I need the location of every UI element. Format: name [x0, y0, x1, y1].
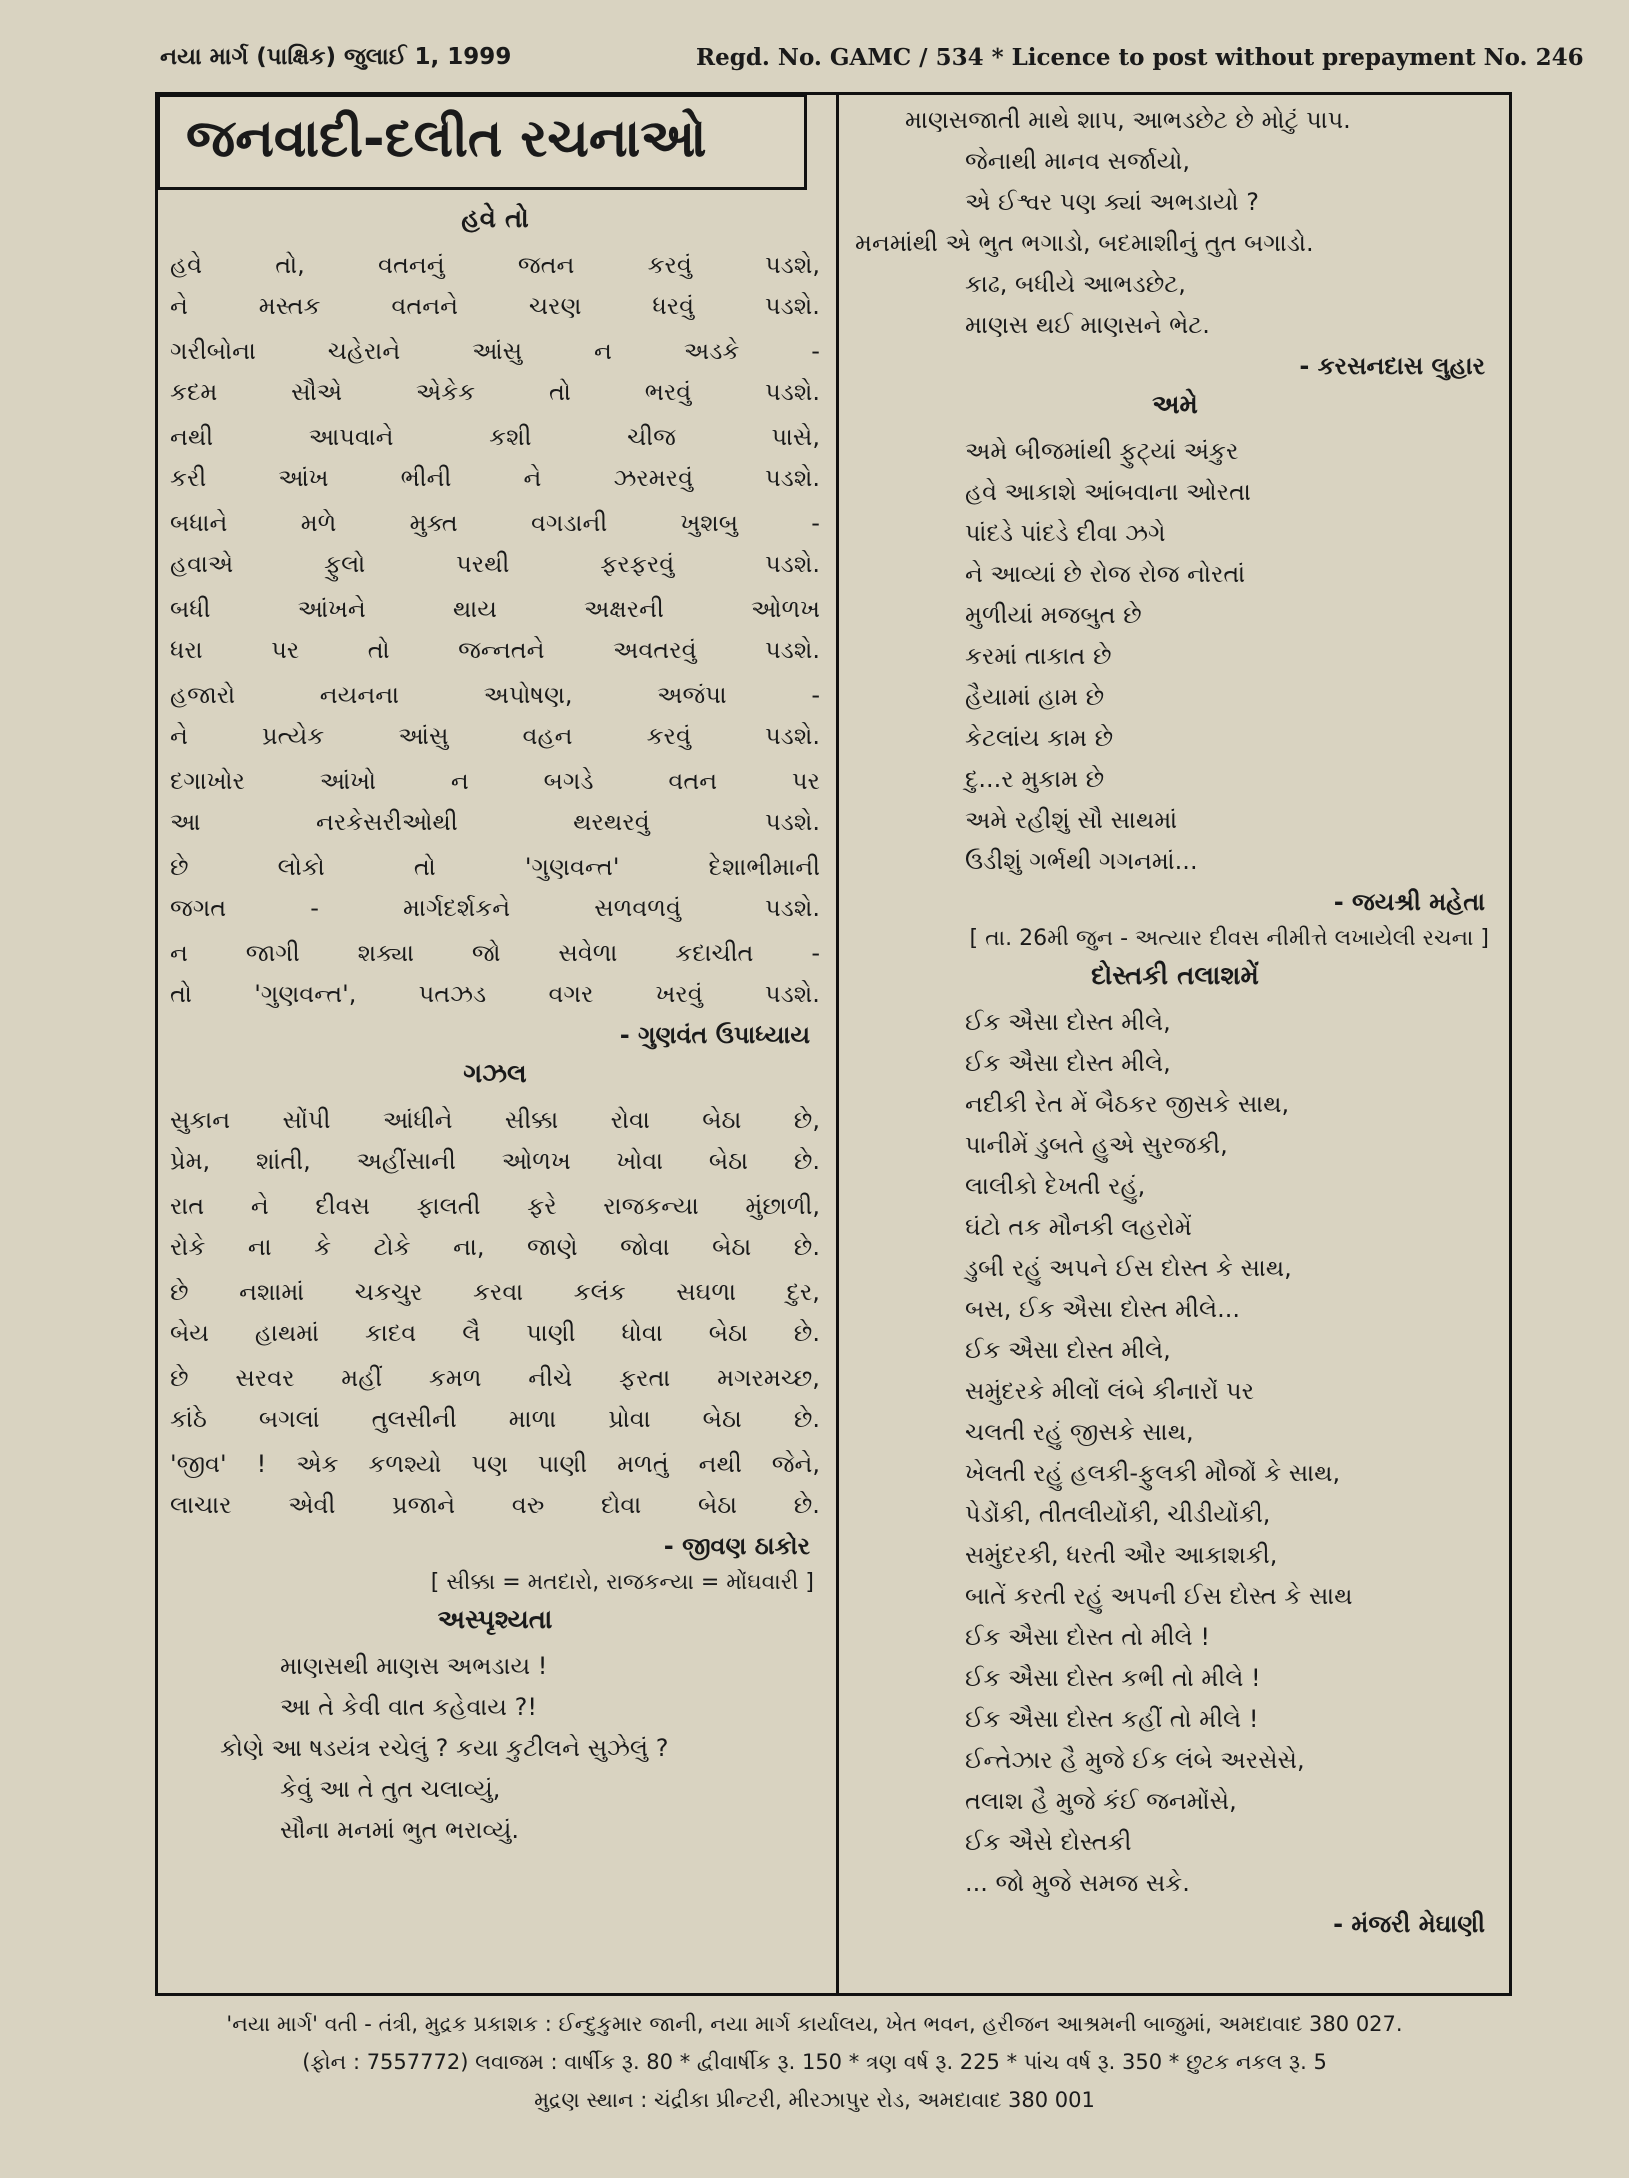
poem-line: કરમાં તાકાત છે	[965, 642, 1112, 670]
poem-author: - ગુણવંત ઉપાધ્યાય	[619, 1021, 810, 1049]
poem-body	[170, 1646, 820, 1851]
poem-line: સમુંદરકે મીલોં લંબે કીનારોં પર	[965, 1377, 1254, 1405]
poem-note: [ સીક્કા = મતદારો, રાજકન્યા = મોંઘવારી ]	[430, 1570, 814, 1595]
poem-author: - જયશ્રી મહેતા	[1333, 888, 1485, 916]
poem-line: ઘંટો તક મૌનકી લહરોમેં	[965, 1213, 1192, 1241]
poem-line: તો 'ગુણવન્ત', પતઝડ વગર ખરવું પડશે.	[170, 980, 820, 1008]
poem-line: હવે આકાશે આંબવાના ઓરતા	[965, 478, 1251, 506]
poem-line: હૈયામાં હામ છે	[965, 683, 1105, 711]
poem-line: કેવું આ તે તુત ચલાવ્યું,	[280, 1775, 501, 1803]
poem-author: - મંજરી મેઘાણી	[1333, 1910, 1485, 1938]
poem-body	[855, 431, 1495, 882]
footer-subscription: (ફોન : 7557772) લવાજમ : વાર્ષીક રૂ. 80 * દ્વીવાર્ષીક રૂ. 150 * ત્રણ વર્ષ રૂ. 225 * પાંચ વર્ષ રૂ. 350 * છુટક નકલ રૂ. 5	[302, 2050, 1327, 2074]
poem-line: ઈન્તેઝાર હૈ મુજે ઈક લંબે અરસેસે,	[965, 1746, 1305, 1774]
poem-line: ઈક ઐસે દોસ્તકી	[965, 1828, 1132, 1856]
poem-line: કેટલાંય કામ છે	[965, 724, 1114, 752]
poem-line: ગરીબોના ચહેરાને આંસુ ન અડકે -	[170, 337, 820, 365]
poem-line: ઈક ઐસા દોસ્ત મીલે,	[965, 1336, 1171, 1364]
poem-line: કાઢ, બધીયે આભડછેટ,	[965, 270, 1186, 298]
poem-line: લાલીકો દેખતી રહું,	[965, 1172, 1146, 1200]
poem-line: અમે બીજમાંથી ફુટ્યાં અંકુર	[965, 437, 1239, 465]
poem-title: દોસ્તકી તલાશમેં	[1091, 961, 1259, 991]
poem-line: આ નરકેસરીઓથી થરથરવું પડશે.	[170, 808, 820, 836]
poem-body	[855, 100, 1495, 346]
title-box	[157, 94, 807, 190]
poem-title: ગઝલ	[463, 1059, 527, 1089]
poem-line: નથી આપવાને કશી ચીજ પાસે,	[170, 423, 820, 451]
poem-line: બેય હાથમાં કાદવ લૈ પાણી ધોવા બેઠા છે.	[170, 1319, 820, 1347]
poem-line: અમે રહીશું સૌ સાથમાં	[965, 806, 1178, 834]
poem-line: પેડોંકી, તીતલીયોંકી, ચીડીયોંકી,	[965, 1500, 1271, 1528]
poem-line: માણસ થઈ માણસને ભેટ.	[965, 311, 1210, 339]
poem-line: ન જાગી શક્યા જો સવેળા કદાચીત -	[170, 939, 820, 967]
poem-line: 'જીવ' ! એક કળશ્યો પણ પાણી મળતું નથી જેને,	[170, 1450, 820, 1478]
right-column	[855, 100, 1495, 1948]
poem-line: છે નશામાં ચકચુર કરવા કલંક સઘળા દુર,	[170, 1278, 820, 1306]
poem-line: પાંદડે પાંદડે દીવા ઝગે	[965, 519, 1166, 547]
poem-line: સુકાન સોંપી આંધીને સીક્કા રોવા બેઠા છે,	[170, 1106, 820, 1134]
poem-body	[170, 1100, 820, 1526]
poem-line: એ ઈશ્વર પણ ક્યાં અભડાયો ?	[965, 188, 1260, 216]
poem-line: બાતેં કરતી રહું અપની ઈસ દોસ્ત કે સાથ	[965, 1582, 1353, 1610]
left-column	[170, 198, 820, 1851]
footer-publisher: 'નયા માર્ગ' વતી - તંત્રી, મુદ્રક પ્રકાશક : ઈન્દુકુમાર જાની, નયા માર્ગ કાર્યાલય, ખેત ભવન, હરીજન આશ્રમની બાજુમાં, અમદાવાદ 380 027.	[226, 2012, 1403, 2036]
poem-line: ખેલતી રહું હલકી-ફુલકી મૌજોં કે સાથ,	[965, 1459, 1341, 1487]
poem-line: ને આવ્યાં છે રોજ રોજ નોરતાં	[965, 560, 1246, 588]
poem-line: ને પ્રત્યેક આંસુ વહન કરવું પડશે.	[170, 722, 820, 750]
header-registration: Regd. No. GAMC / 534 * Licence to post without prepayment No. 246	[696, 44, 1584, 71]
header-date: નયા માર્ગ (પાક્ષિક) જુલાઈ 1, 1999	[160, 44, 512, 70]
poem-line: ડુબી રહું અપને ઈસ દોસ્ત કે સાથ,	[965, 1254, 1292, 1282]
poem-body	[170, 245, 820, 1015]
poem-line: ઉડીશું ગર્ભથી ગગનમાં...	[965, 847, 1198, 875]
poem-line: ધરા પર તો જન્નતને અવતરવું પડશે.	[170, 636, 820, 664]
poem-line: દુ...ર મુકામ છે	[965, 765, 1105, 793]
poem-line: માણસજાતી માથે શાપ, આભડછેટ છે મોટું પાપ.	[905, 106, 1351, 134]
poem-line: રાત ને દીવસ ફાલતી ફરે રાજકન્યા મુંછાળી,	[170, 1192, 820, 1220]
poem-title: અસ્પૃશ્યતા	[437, 1605, 553, 1635]
poem-line: બધી આંખને થાય અક્ષરની ઓળખ	[170, 595, 820, 623]
poem-line: તલાશ હૈ મુજે કંઈ જનમોંસે,	[965, 1787, 1237, 1815]
poem-line: મુળીયાં મજબુત છે	[965, 601, 1142, 629]
poem-line: છે સરવર મહીં કમળ નીચે ફરતા મગરમચ્છ,	[170, 1364, 820, 1392]
poem-line: લાચાર એવી પ્રજાને વરુ દોવા બેઠા છે.	[170, 1491, 820, 1519]
poem-line: કાંઠે બગલાં તુલસીની માળા પ્રોવા બેઠા છે.	[170, 1405, 820, 1433]
poem-line: પાનીમેં ડુબતે હુએ સુરજકી,	[965, 1131, 1228, 1159]
poem-line: માણસથી માણસ અભડાય !	[280, 1652, 548, 1680]
poem-line: ઈક ઐસા દોસ્ત મીલે,	[965, 1049, 1171, 1077]
poem-line: જગત - માર્ગદર્શકને સળવળવું પડશે.	[170, 894, 820, 922]
poem-line: છે લોકો તો 'ગુણવન્ત' દેશાભીમાની	[170, 853, 820, 881]
column-divider	[836, 92, 839, 1996]
poem-line: હવે તો, વતનનું જતન કરવું પડશે,	[170, 251, 820, 279]
poem-line: જેનાથી માનવ સર્જાયો,	[965, 147, 1191, 175]
poem-note: [ તા. 26મી જુન - અત્યાર દીવસ નીમીત્તે લખાયેલી રચના ]	[969, 926, 1489, 951]
poem-line: હજારો નયનના અપોષણ, અજંપા -	[170, 681, 820, 709]
poem-body	[855, 1002, 1495, 1904]
poem-line: બસ, ઈક ઐસા દોસ્ત મીલે...	[965, 1295, 1241, 1323]
poem-line: ચલતી રહું જીસકે સાથ,	[965, 1418, 1194, 1446]
poem-line: હવાએ ફુલો પરથી ફરફરવું પડશે.	[170, 550, 820, 578]
poem-author: - કરસનદાસ લુહાર	[1299, 352, 1485, 380]
page-title: જનવાદી-દલીત રચનાઓ	[186, 109, 707, 169]
poem-line: ઈક ઐસા દોસ્ત તો મીલે !	[965, 1623, 1210, 1651]
poem-line: રોકે ના કે ટોકે ના, જાણે જોવા બેઠા છે.	[170, 1233, 820, 1261]
poem-line: સૌના મનમાં ભુત ભરાવ્યું.	[280, 1816, 520, 1844]
poem-line: કદમ સૌએ એકેક તો ભરવું પડશે.	[170, 378, 820, 406]
poem-line: નદીકી રેત મેં બૈઠકર જીસકે સાથ,	[965, 1090, 1290, 1118]
poem-title: અમે	[1152, 390, 1198, 420]
poem-line: આ તે કેવી વાત કહેવાય ?!	[280, 1693, 537, 1721]
poem-line: ઈક ઐસા દોસ્ત કહીં તો મીલે !	[965, 1705, 1259, 1733]
footer-printer: મુદ્રણ સ્થાન : ચંદ્રીકા પ્રીન્ટરી, મીરઝાપુર રોડ, અમદાવાદ 380 001	[534, 2088, 1095, 2112]
poem-line: પ્રેમ, શાંતી, અહીંસાની ઓળખ ખોવા બેઠા છે.	[170, 1147, 820, 1175]
poem-line: ... જો મુજે સમજ સકે.	[965, 1869, 1190, 1897]
poem-line: સમુંદરકી, ધરતી ઔર આકાશકી,	[965, 1541, 1278, 1569]
poem-line: દગાખોર આંખો ન બગડે વતન પર	[170, 767, 820, 795]
poem-line: કરી આંખ ભીની ને ઝરમરવું પડશે.	[170, 464, 820, 492]
poem-line: બધાને મળે મુક્ત વગડાની ખુશબુ -	[170, 509, 820, 537]
poem-line: કોણે આ ષડયંત્ર રચેલું ? કયા કુટીલને સુઝેલું ?	[220, 1734, 669, 1762]
poem-line: ઈક ઐસા દોસ્ત મીલે,	[965, 1008, 1171, 1036]
poem-title: હવે તો	[461, 204, 529, 234]
poem-line: ને મસ્તક વતનને ચરણ ધરવું પડશે.	[170, 292, 820, 320]
poem-line: મનમાંથી એ ભુત ભગાડો, બદમાશીનું તુત બગાડો.	[855, 229, 1314, 257]
poem-line: ઈક ઐસા દોસ્ત કભી તો મીલે !	[965, 1664, 1261, 1692]
poem-author: - જીવણ ઠાકોર	[663, 1532, 810, 1560]
